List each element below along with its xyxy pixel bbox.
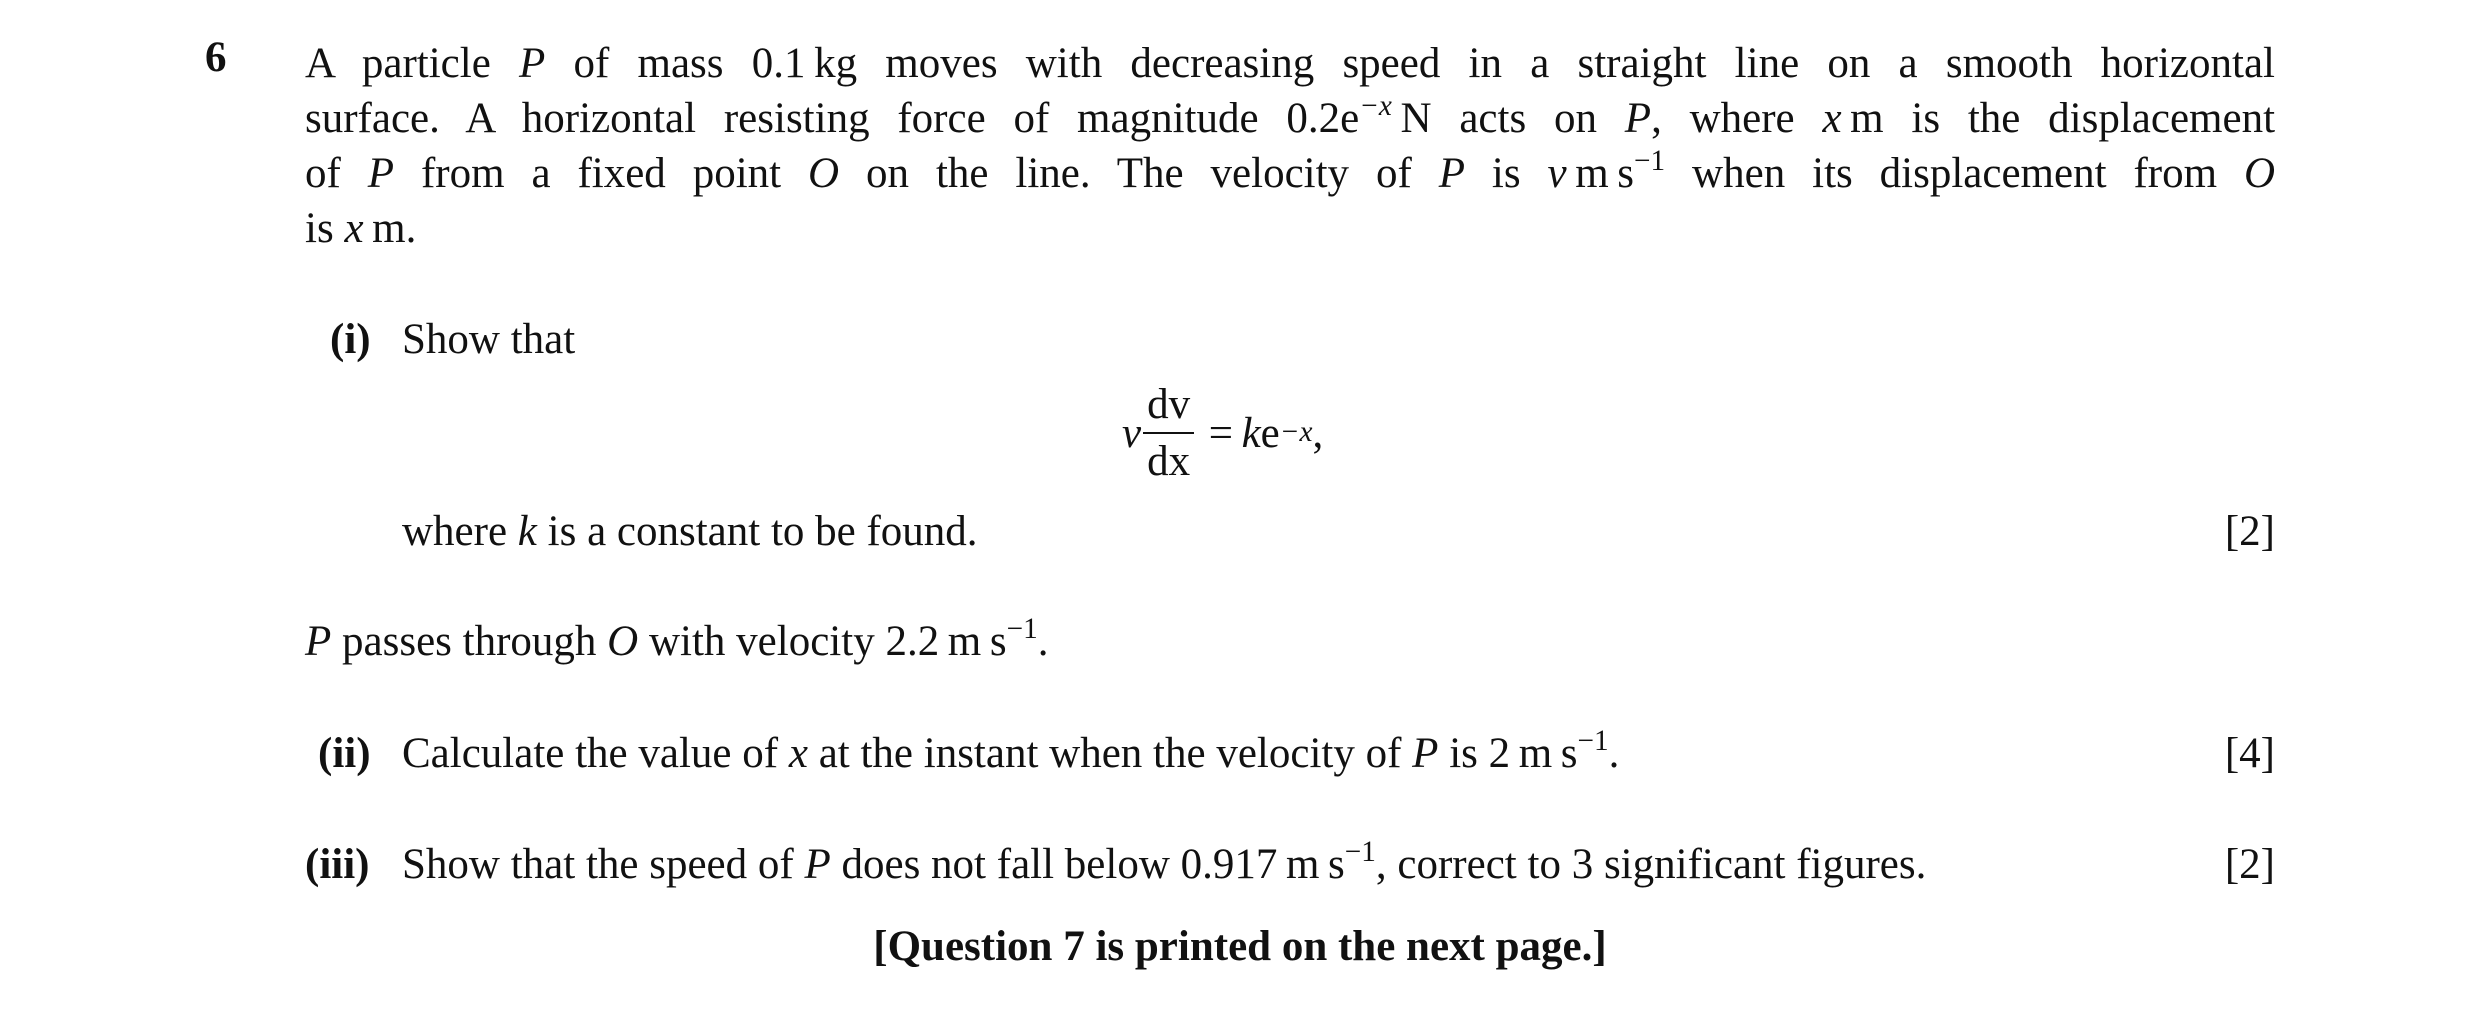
part-i-marks: [2]: [2224, 508, 2275, 555]
part-iii-label: (iii): [305, 841, 370, 888]
part-iii-text: Show that the speed of P does not fall below 0.917 m $s^{-1}$, correct to 3 significant figures.: [402, 836, 1927, 888]
fraction-numerator: dv: [1147, 381, 1191, 428]
question-number: 6: [205, 34, 227, 81]
stem-line-4: is x m.: [305, 205, 417, 252]
next-page-notice: [Question 7 is printed on the next page.]: [873, 923, 1607, 970]
question-stem: [305, 36, 2275, 256]
part-ii-text: Calculate the value of x at the instant when the velocity of P is 2 m $s^{-1}$.: [402, 725, 1620, 777]
stem-line-1: A particle P of mass 0.1 kg moves with decreasing speed in a straight line on a smooth horizontal: [305, 40, 2276, 87]
stem-line-2: surface. A horizontal resisting force of magnitude $0.2e^{-x}$ N acts on P, where x m is the displacement: [305, 90, 2276, 142]
fraction-denominator: dx: [1143, 432, 1194, 483]
part-ii-marks: [4]: [2224, 730, 2275, 777]
part-i-where: where k is a constant to be found.: [402, 508, 978, 555]
part-i-label: (i): [330, 316, 371, 363]
stem-line-3: of P from a fixed point O on the line. The velocity of P is v m $s^{-1}$ when its displacement from O: [305, 145, 2276, 197]
part-i-text: Show that: [402, 316, 576, 363]
display-equation: v $\frac{dv}{dx}$ = k e $^{-x}$ ,: [1122, 381, 1324, 485]
context-line: P passes through O with velocity 2.2 m $s^{-1}$.: [305, 613, 1049, 665]
part-ii-label: (ii): [318, 730, 371, 777]
derivative-fraction: [1143, 383, 1194, 483]
part-iii-marks: [2]: [2224, 841, 2275, 888]
